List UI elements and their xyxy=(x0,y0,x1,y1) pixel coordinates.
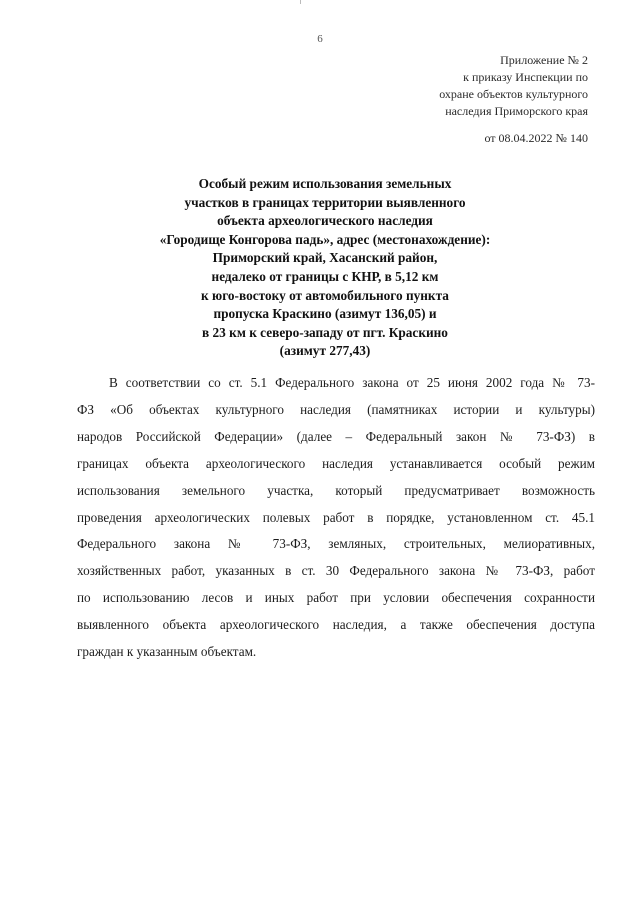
order-date: от 08.04.2022 № 140 xyxy=(484,131,588,145)
appendix-line: охране объектов культурного xyxy=(439,87,588,101)
appendix-line: к приказу Инспекции по xyxy=(463,70,588,84)
document-title xyxy=(80,175,570,361)
body-line: В соответствии со ст. 5.1 Федерального закона от 25 июня 2002 года № 73- xyxy=(109,375,595,390)
title-line: в 23 км к северо-западу от пгт. Краскино xyxy=(202,324,448,340)
body-line: границах объекта археологического наследия устанавливается особый режим xyxy=(77,455,595,471)
title-line: участков в границах территории выявленного xyxy=(184,194,466,210)
appendix-line: Приложение № 2 xyxy=(500,53,588,67)
title-line: объекта археологического наследия xyxy=(217,213,433,229)
appendix-header xyxy=(328,52,588,120)
body-line: использования земельного участка, который предусматривает возможность xyxy=(77,482,595,498)
title-line: недалеко от границы с КНР, в 5,12 км xyxy=(211,268,439,284)
title-line: (азимут 277,43) xyxy=(279,343,371,359)
body-line: хозяйственных работ, указанных в ст. 30 Федерального закона № 73-ФЗ, работ xyxy=(77,563,595,579)
body-line: народов Российской Федерации» (далее – Федеральный закон № 73-ФЗ) в xyxy=(77,428,595,444)
title-line: Приморский край, Хасанский район, xyxy=(212,250,438,266)
body-line: ФЗ «Об объектах культурного наследия (памятниках истории и культуры) xyxy=(77,401,595,417)
appendix-line: наследия Приморского края xyxy=(445,104,588,118)
title-line: к юго-востоку от автомобильного пункта xyxy=(201,287,449,303)
title-line: Особый режим использования земельных xyxy=(198,176,452,191)
page-number: 6 xyxy=(317,33,323,45)
body-paragraph xyxy=(77,370,595,666)
body-line: по использованию лесов и иных работ при условии обеспечения сохранности xyxy=(77,590,595,606)
body-line: граждан к указанным объектам. xyxy=(77,644,257,660)
body-line: выявленного объекта археологического наследия, а также обеспечения доступа xyxy=(77,617,595,633)
scan-artifact xyxy=(300,0,301,4)
title-line: пропуска Краскино (азимут 136,05) и xyxy=(213,306,437,322)
title-line: «Городище Конгорова падь», адрес (местонахождение): xyxy=(159,231,491,247)
body-line: Федерального закона № 73-ФЗ, земляных, строительных, мелиоративных, xyxy=(77,536,595,552)
body-line: проведения археологических полевых работ в порядке, установленном ст. 45.1 xyxy=(77,509,595,525)
